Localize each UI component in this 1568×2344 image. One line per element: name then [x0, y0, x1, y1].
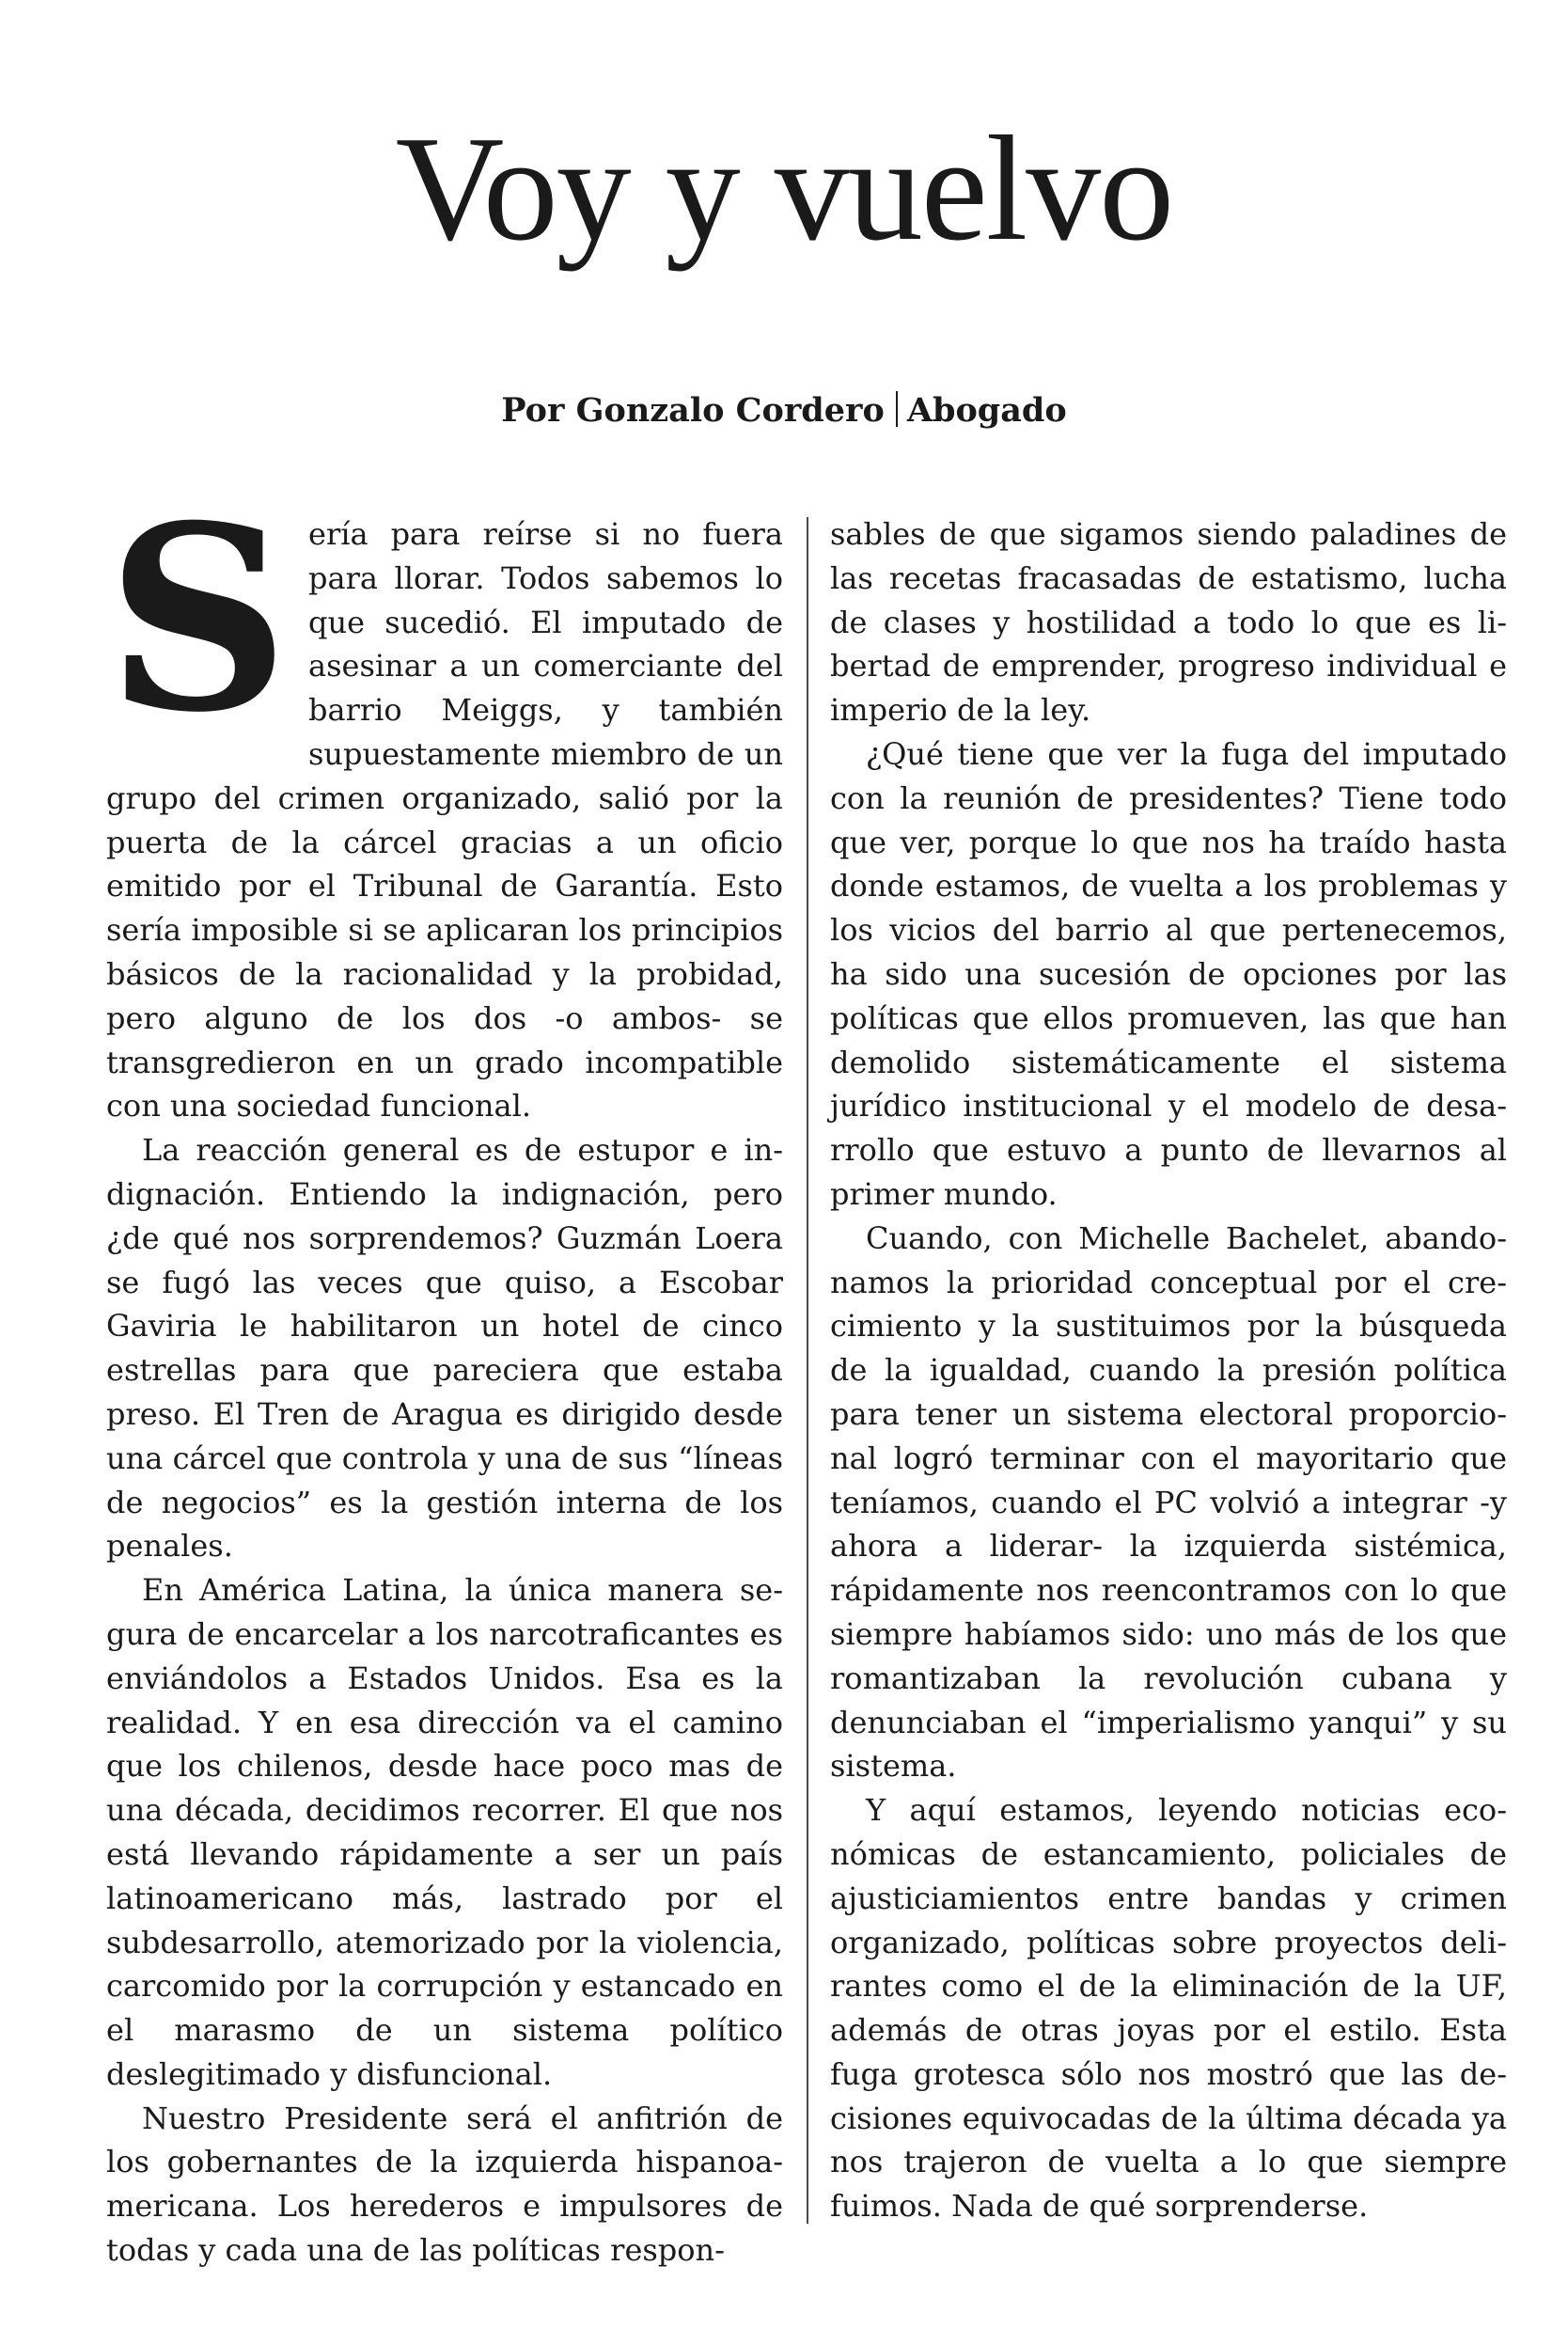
paragraph-1 — [106, 469, 783, 1128]
paragraph-3: En América Latina, la única manera segura de encarcelar a los narcotraficantes es enviándolos a Estados Unidos. Esa es la realidad. Y en esa dirección va el camino que los chilenos, desde hace poco mas de una década, decidimos recorrer. El que nos está llevando rápidamente a ser un país latinoamericano más, lastrado por el subdesarrollo, atemorizado por la violencia, carcomido por la corrupción y estancado en el marasmo de un sistema político deslegitimado y disfuncional. — [106, 1572, 783, 2092]
paragraph-2: La reacción general es de estupor e indignación. Entiendo la indignación, pero ¿de qué nos sorprendemos? Guzmán Loera se fugó las veces que quiso, a Escobar Gaviria le habilitaron un hotel de cinco estrellas para que pareciera que estaba preso. El Tren de Aragua es dirigido desde una cárcel que controla y una de sus “líneas de negocios” es la gestión interna de los penales. — [106, 1132, 783, 1565]
byline-separator — [896, 391, 898, 427]
drop-cap: S — [106, 469, 290, 768]
paragraph-7: Cuando, con Michelle Bachelet, abandonamos la prioridad conceptual por el crecimiento y la sustituimos por la búsqueda de la igualdad, cuando la presión política para tener un sistema electoral proporcional logró terminar con el mayoritario que teníamos, cuando el PC volvió a integrar -y ahora a liderar- la izquierda sistémica, rápidamente nos reencontramos con lo que siempre habíamos sido: uno más de los que romantizaban la revolución cubana y denunciaban el “imperialismo yanqui” y su sistema. — [830, 1219, 1507, 1785]
author-role: Abogado — [906, 391, 1067, 430]
article-byline — [0, 387, 1568, 434]
paragraph-1-text: ería para reírse si no fuera para llorar. Todos sabemos lo que sucedió. El imputado de asesinar a un comerciante del barrio Meiggs, y también supuestamente miembro de un grupo del crimen organizado, salió por la puerta de la cárcel gracias a un oficio emitido por el Tribunal de Garantía. Esto sería imposible si se aplicaran los principios básicos de la racionalidad y la probidad, pero alguno de los dos -o ambos- se transgredieron en un grado incompatible con una sociedad funcional. — [106, 516, 783, 1125]
article-column-right — [830, 512, 1507, 2228]
paragraph-8: Y aquí estamos, leyendo noticias económicas de estancamiento, policiales de ajusticiamientos entre bandas y crimen organizado, políticas sobre proyectos delirantes como el de la eliminación de la UF, además de otras joyas por el estilo. Esta fuga grotesca sólo nos mostró que las decisiones equivocadas de la última década ya nos trajeron de vuelta a lo que siempre fuimos. Nada de qué sorprenderse. — [830, 1792, 1507, 2225]
paragraph-4: Nuestro Presidente será el anfitrión de los gobernantes de la izquierda hispanoamericana. Los herederos e impulsores de todas y cada una de las políticas respon- — [106, 2100, 783, 2269]
author-name: Por Gonzalo Cordero — [501, 391, 885, 430]
paragraph-6: ¿Qué tiene que ver la fuga del imputado con la reunión de presidentes? Tiene todo que ver, porque lo que nos ha traído hasta donde estamos, de vuelta a los problemas y los vicios del barrio al que pertenecemos, ha sido una sucesión de opciones por las políticas que ellos promueven, las que han demolido sistemáticamente el sistema jurídico institucional y el modelo de desarrollo que estuvo a punto de llevarnos al primer mundo. — [830, 735, 1507, 1212]
article-column-left — [106, 469, 783, 2273]
paragraph-5: sables de que sigamos siendo paladines de las recetas fracasadas de estatismo, lucha de clases y hostilidad a todo lo que es libertad de emprender, progreso individual e imperio de la ley. — [830, 516, 1507, 729]
article-title: Voy y vuelvo — [395, 104, 1173, 272]
column-divider — [807, 517, 808, 2224]
